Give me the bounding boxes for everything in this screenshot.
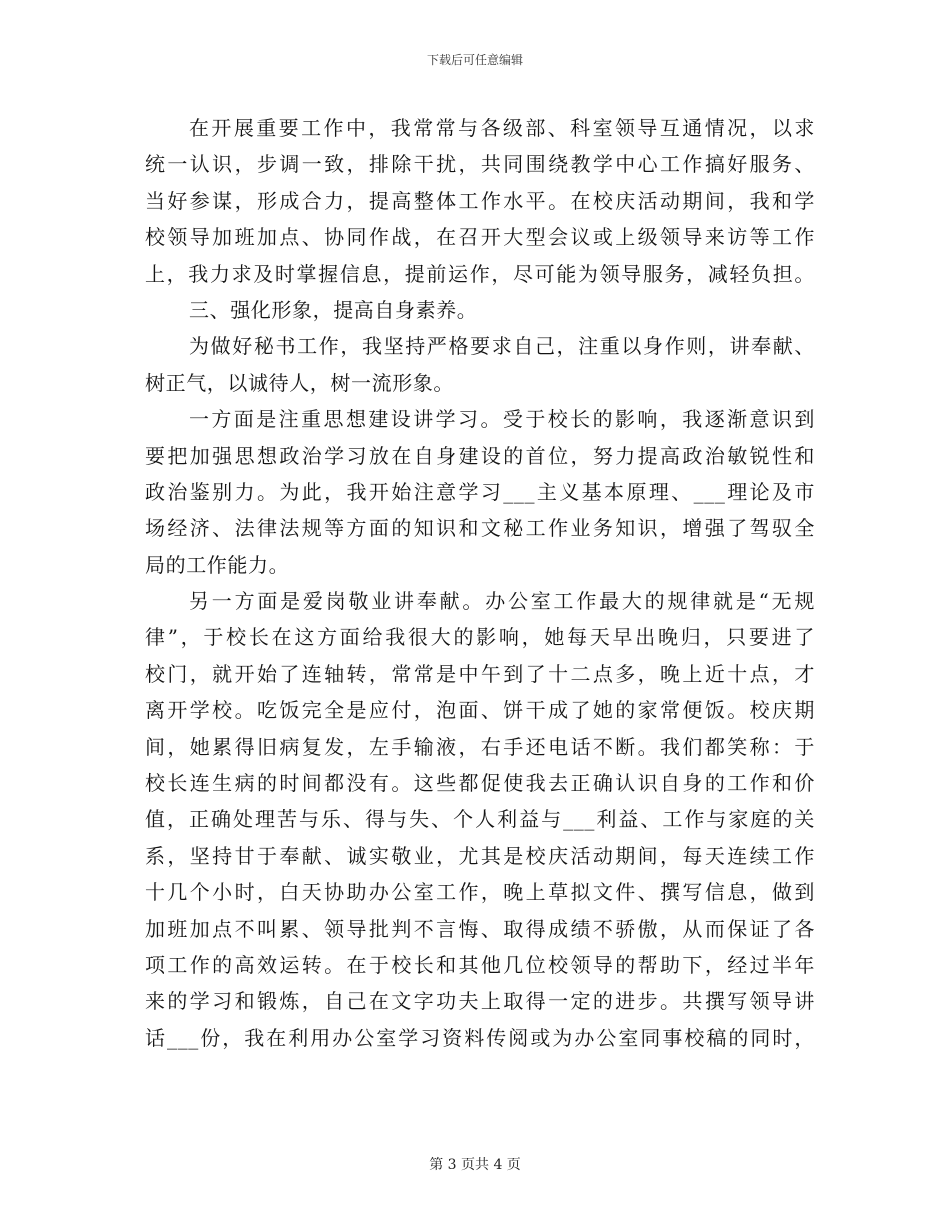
body-line: 为做好秘书工作，我坚持严格要求自己，注重以身作则，讲奉献、 bbox=[189, 334, 815, 359]
page-number: 第 3 页共 4 页 bbox=[429, 1157, 521, 1173]
body-line: 加班加点不叫累、领导批判不言悔、取得成绩不骄傲，从而保证了各 bbox=[145, 916, 815, 941]
body-line: 校长连生病的时间都没有。这些都促使我去正确认识自身的工作和价 bbox=[145, 771, 815, 796]
body-line: 值，正确处理苦与乐、得与失、个人利益与___利益、工作与家庭的关 bbox=[145, 807, 815, 832]
document-body bbox=[145, 110, 815, 1056]
body-line: 政治鉴别力。为此，我开始注意学习___主义基本原理、___理论及市 bbox=[145, 479, 815, 504]
body-line: 离开学校。吃饭完全是应付，泡面、饼干成了她的家常便饭。校庆期 bbox=[145, 698, 815, 723]
body-line: 统一认识，步调一致，排除干扰，共同围绕教学中心工作搞好服务、 bbox=[145, 152, 815, 177]
body-line: 树正气，以诚待人，树一流形象。 bbox=[145, 370, 454, 395]
body-line: 项工作的高效运转。在于校长和其他几位校领导的帮助下，经过半年 bbox=[145, 952, 815, 977]
body-line: 一方面是注重思想建设讲学习。受于校长的影响，我逐渐意识到 bbox=[189, 407, 815, 432]
body-line: 场经济、法律法规等方面的知识和文秘工作业务知识，增强了驾驭全 bbox=[145, 516, 815, 541]
body-line: 十几个小时，白天协助办公室工作，晚上草拟文件、撰写信息，做到 bbox=[145, 880, 815, 905]
body-line: 系，坚持甘于奉献、诚实敬业，尤其是校庆活动期间，每天连续工作 bbox=[145, 843, 815, 868]
body-line: 校门，就开始了连轴转，常常是中午到了十二点多，晚上近十点，才 bbox=[145, 661, 815, 686]
body-line: 律”，于校长在这方面给我很大的影响，她每天早出晚归，只要进了 bbox=[145, 625, 815, 650]
body-line: 校领导加班加点、协同作战，在召开大型会议或上级领导来访等工作 bbox=[145, 225, 815, 250]
body-line: 话___份，我在利用办公室学习资料传阅或为办公室同事校稿的同时， bbox=[145, 1025, 815, 1050]
body-line: 局的工作能力。 bbox=[145, 552, 290, 577]
body-line: 来的学习和锻炼，自己在文字功夫上取得一定的进步。共撰写领导讲 bbox=[145, 989, 815, 1014]
body-line: 间，她累得旧病复发，左手输液，右手还电话不断。我们都笑称：于 bbox=[145, 734, 815, 759]
page-header: 下载后可任意编辑 bbox=[426, 53, 523, 67]
section-heading: 三、强化形象，提高自身素养。 bbox=[189, 297, 478, 322]
body-line: 另一方面是爱岗敬业讲奉献。办公室工作最大的规律就是“无规 bbox=[189, 589, 815, 614]
body-line: 上，我力求及时掌握信息，提前运作，尽可能为领导服务，减轻负担。 bbox=[145, 261, 815, 286]
body-line: 要把加强思想政治学习放在自身建设的首位，努力提高政治敏锐性和 bbox=[145, 443, 815, 468]
body-line: 当好参谋，形成合力，提高整体工作水平。在校庆活动期间，我和学 bbox=[145, 188, 815, 213]
body-line: 在开展重要工作中，我常常与各级部、科室领导互通情况，以求 bbox=[189, 116, 815, 140]
